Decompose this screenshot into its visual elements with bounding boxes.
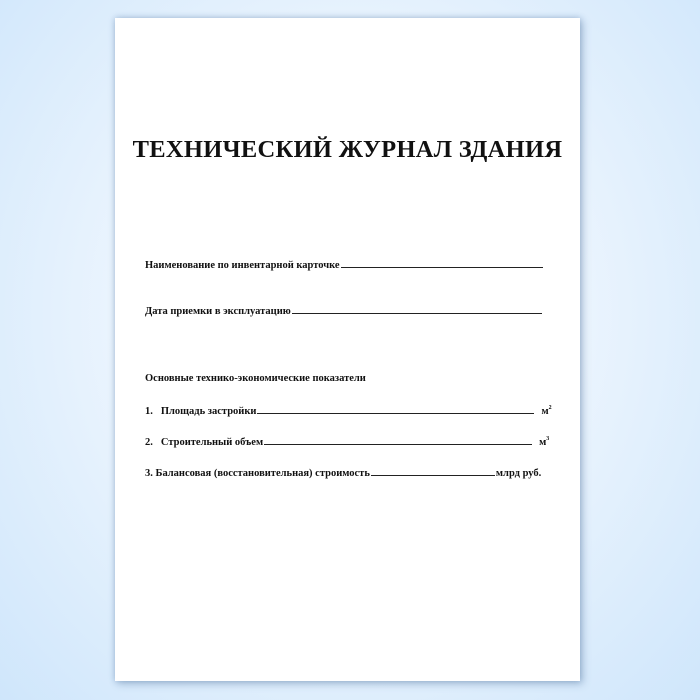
- acceptance-date-label: Дата приемки в эксплуатацию: [145, 306, 291, 317]
- indicator-label: Площадь застройки: [160, 406, 257, 417]
- indicator-row-volume: [145, 434, 549, 450]
- indicator-unit: $м^2$: [541, 405, 552, 417]
- indicator-unit: млрд руб.: [495, 468, 542, 479]
- acceptance-date-blank: [292, 303, 542, 314]
- indicator-row-balance: [145, 465, 541, 481]
- document-page: [115, 18, 580, 681]
- acceptance-date-row: [145, 303, 543, 319]
- indicator-label: Строительный объем: [160, 437, 264, 448]
- indicator-number: 2.: [145, 437, 153, 448]
- inventory-name-label: Наименование по инвентарной карточке: [145, 260, 340, 271]
- indicator-number: 1.: [145, 406, 153, 417]
- indicator-number: 3.: [145, 468, 153, 479]
- inventory-name-blank: [341, 257, 543, 268]
- indicator-unit: $м^3$: [539, 436, 550, 448]
- inventory-name-row: [145, 257, 544, 273]
- indicator-row-area: [145, 403, 552, 419]
- document-title: ТЕХНИЧЕСКИЙ ЖУРНАЛ ЗДАНИЯ: [132, 136, 563, 163]
- indicators-heading: Основные технико-экономические показатели: [145, 373, 366, 384]
- indicator-label: Балансовая (восстановительная) строимость: [155, 468, 370, 479]
- indicator-blank: [371, 465, 495, 476]
- indicator-blank: [257, 403, 534, 414]
- indicator-blank: [264, 434, 532, 445]
